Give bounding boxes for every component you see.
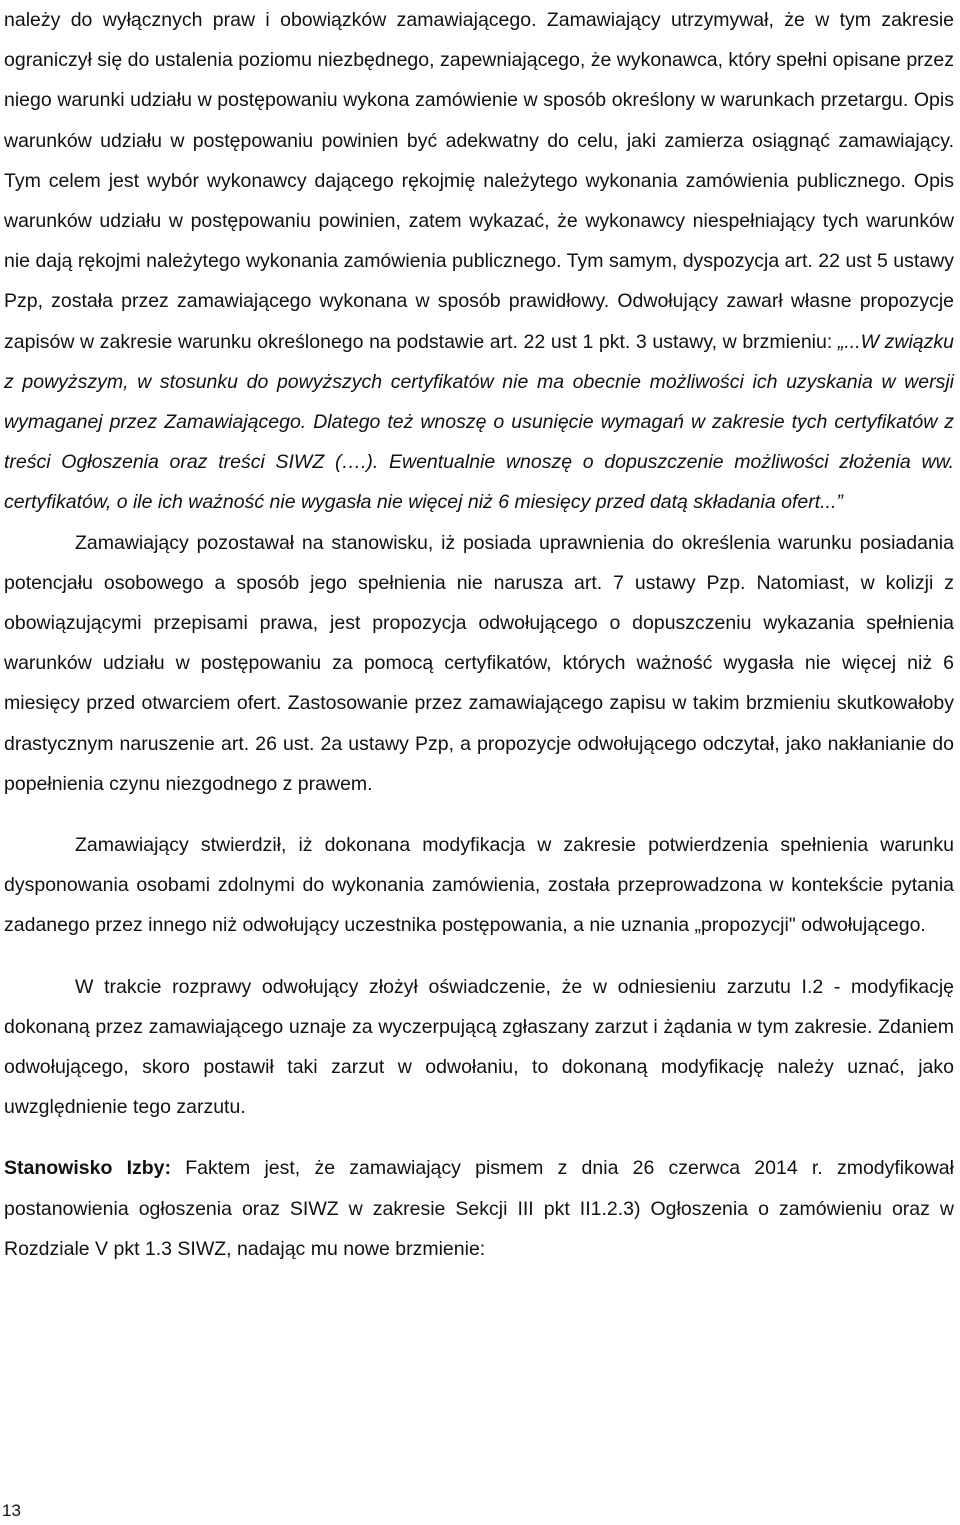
- paragraph-5: [4, 1148, 954, 1269]
- document-page: [4, 0, 954, 1269]
- paragraph-1-text: należy do wyłącznych praw i obowiązków zamawiającego. Zamawiający utrzymywał, że w tym zakresie ograniczył się do ustalenia poziomu niezbędnego, zapewniającego, że wykonawca, który spełni opisane przez niego warunki udziału w postępowaniu wykona zamówienie w sposób określony w warunkach przetargu. Opis warunków udziału w postępowaniu powinien być adekwatny do celu, jaki zamierza osiągnąć zamawiający. Tym celem jest wybór wykonawcy dającego rękojmię należytego wykonania zamówienia publicznego. Opis warunków udziału w postępowaniu powinien, zatem wykazać, że wykonawcy niespełniający tych warunków nie dają rękojmi należytego wykonania zamówienia publicznego. Tym samym, dyspozycja art. 22 ust 5 ustawy Pzp, została przez zamawiającego wykonana w sposób prawidłowy. Odwołujący zawarł własne propozycje zapisów w zakresie warunku określonego na podstawie art. 22 ust 1 pkt. 3 ustawy, w brzmieniu:: [4, 9, 954, 353]
- paragraph-4: W trakcie rozprawy odwołujący złożył oświadczenie, że w odniesieniu zarzutu I.2 - modyfikację dokonaną przez zamawiającego uznaje za wyczerpującą zgłaszany zarzut i żądania w tym zakresie. Zdaniem odwołującego, skoro postawił taki zarzut w odwołaniu, to dokonaną modyfikację należy uznać, jako uwzględnienie tego zarzutu.: [4, 975, 954, 1119]
- odwolujacy-quote: „...W związku z powyższym, w stosunku do powyższych certyfikatów nie ma obecnie możliwości ich uzyskania w wersji wymaganej przez Zamawiającego. Dlatego też wnoszę o usunięcie wymagań w zakresie tych certyfikatów z treści Ogłoszenia oraz treści SIWZ (….). Ewentualnie wnoszę o dopuszczenie możliwości złożenia ww. certyfikatów, o ile ich ważność nie wygasła nie więcej niż 6 miesięcy przed datą składania ofert...”: [4, 330, 954, 514]
- paragraph-2: Zamawiający pozostawał na stanowisku, iż posiada uprawnienia do określenia warunku posiadania potencjału osobowego a sposób jego spełnienia nie narusza art. 7 ustawy Pzp. Natomiast, w kolizji z obowiązującymi przepisami prawa, jest propozycja odwołującego o dopuszczeniu wykazania spełnienia warunków udziału w postępowaniu za pomocą certyfikatów, których ważność wygasła nie więcej niż 6 miesięcy przed otwarciem ofert. Zastosowanie przez zamawiającego zapisu w takim brzmieniu skutkowałoby drastycznym naruszenie art. 26 ust. 2a ustawy Pzp, a propozycje odwołującego odczytał, jako nakłanianie do popełnienia czynu niezgodnego z prawem.: [4, 531, 954, 795]
- paragraph-5-text: Faktem jest, że zamawiający pismem z dnia 26 czerwca 2014 r. zmodyfikował postanowienia ogłoszenia oraz SIWZ w zakresie Sekcji III pkt II1.2.3) Ogłoszenia o zamówieniu oraz w Rozdziale V pkt 1.3 SIWZ, nadając mu nowe brzmienie:: [4, 1157, 954, 1260]
- stanowisko-izby-label: Stanowisko Izby:: [4, 1157, 171, 1180]
- paragraph-1: [4, 0, 954, 523]
- page-number: 13: [2, 1501, 21, 1520]
- paragraph-3: Zamawiający stwierdził, iż dokonana modyfikacja w zakresie potwierdzenia spełnienia warunku dysponowania osobami zdolnymi do wykonania zamówienia, została przeprowadzona w kontekście pytania zadanego przez innego niż odwołujący uczestnika postępowania, a nie uznania „propozycji" odwołującego.: [4, 834, 954, 937]
